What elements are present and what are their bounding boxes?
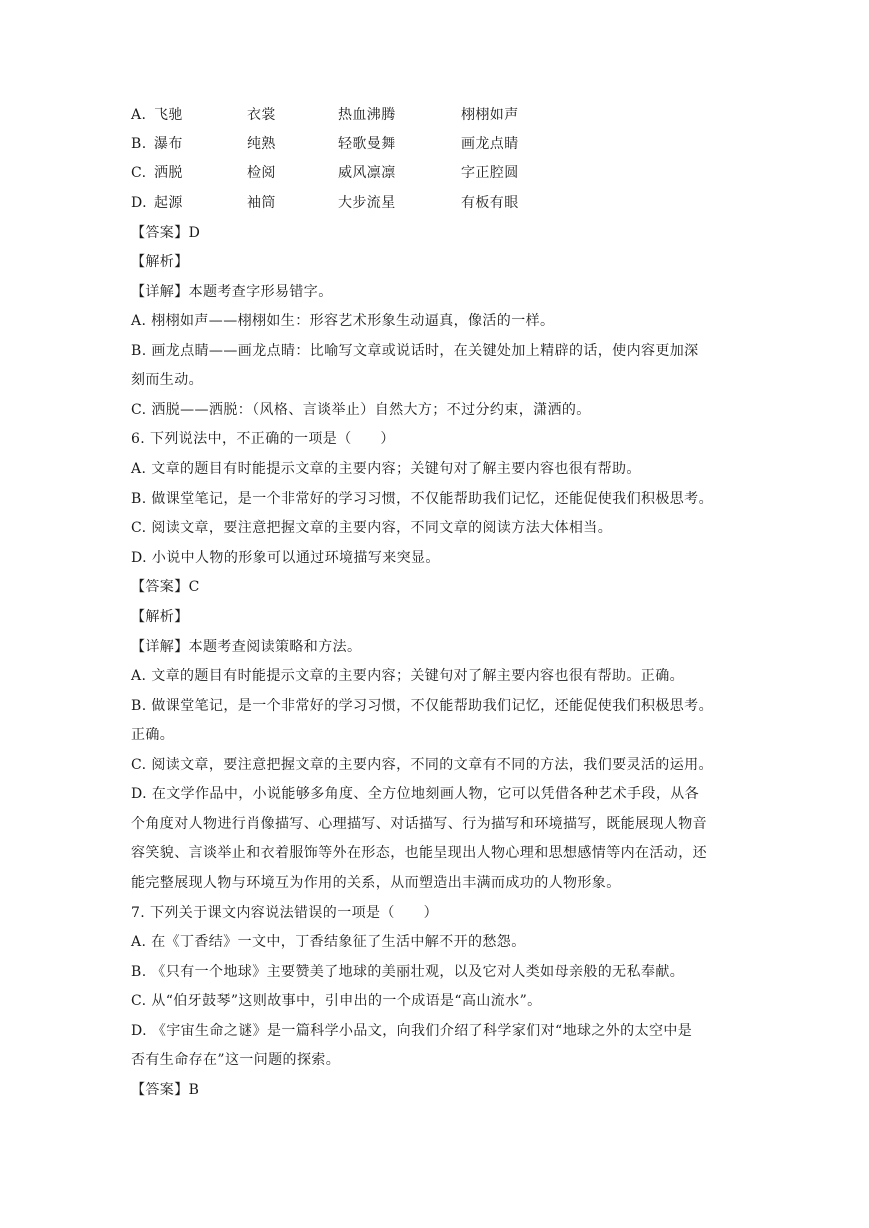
choice-word: 画龙点睛 (461, 136, 519, 152)
choice-word: 有板有眼 (461, 195, 519, 211)
question-option: C. 从“伯牙鼓琴”这则故事中，引申出的一个成语是“高山流水”。 (131, 993, 542, 1009)
choice-label: D. (131, 195, 147, 211)
explanation-line: C. 阅读文章，要注意把握文章的主要内容，不同的文章有不同的方法，我们要灵活的运用。 (131, 757, 713, 773)
choice-word: 威风凛凛 (338, 165, 396, 181)
choice-word: 起源 (154, 195, 183, 211)
choice-word: 栩栩如声 (461, 107, 519, 123)
question-option: C. 阅读文章，要注意把握文章的主要内容，不同文章的阅读方法大体相当。 (131, 520, 613, 536)
question-option: D. 《宇宙生命之谜》是一篇科学小品文，向我们介绍了科学家们对“地球之外的太空中是 (131, 1023, 693, 1039)
explanation-line: A. 栩栩如声——栩栩如生：形容艺术形象生动逼真，像活的一样。 (131, 313, 555, 329)
choice-word: 大步流星 (338, 195, 396, 211)
answer-line: 【答案】B (131, 1082, 200, 1098)
choice-word: 检阅 (247, 165, 276, 181)
choice-word: 飞驰 (154, 107, 183, 123)
choice-word: 字正腔圆 (461, 165, 519, 181)
answer-line: 【答案】C (131, 579, 200, 595)
choice-label: C. (131, 165, 147, 181)
question-option: 否有生命存在”这一问题的探索。 (131, 1052, 341, 1068)
choice-word: 热血沸腾 (338, 107, 396, 123)
explanation-line: 【详解】本题考查阅读策略和方法。 (131, 639, 362, 655)
question-7-stem: 7. 下列关于课文内容说法错误的一项是（ ） (131, 905, 439, 921)
question-option: A. 文章的题目有时能提示文章的主要内容；关键句对了解主要内容也很有帮助。 (131, 461, 641, 477)
explanation-line: C. 洒脱——洒脱：（风格、言谈举止）自然大方；不过分约束，潇洒的。 (131, 402, 591, 418)
choice-word: 衣裳 (247, 107, 276, 123)
question-option: B. 做课堂笔记，是一个非常好的学习习惯，不仅能帮助我们记忆，还能促使我们积极思考。 (131, 491, 713, 507)
explanation-line: 能完整展现人物与环境互为作用的关系，从而塑造出丰满而成功的人物形象。 (131, 875, 621, 891)
question-option: B. 《只有一个地球》主要赞美了地球的美丽壮观，以及它对人类如母亲般的无私奉献。 (131, 964, 685, 980)
choice-word: 洒脱 (154, 165, 183, 181)
analysis-heading: 【解析】 (131, 254, 189, 270)
answer-line: 【答案】D (131, 225, 201, 241)
choice-word: 袖筒 (247, 195, 276, 211)
choice-word: 纯熟 (247, 136, 276, 152)
question-6-stem: 6. 下列说法中，不正确的一项是（ ） (131, 431, 395, 447)
question-option: A. 在《丁香结》一文中，丁香结象征了生活中解不开的愁怨。 (131, 934, 526, 950)
analysis-heading: 【解析】 (131, 609, 189, 625)
choice-word: 轻歌曼舞 (338, 136, 396, 152)
question-option: D. 小说中人物的形象可以通过环境描写来突显。 (131, 550, 440, 566)
explanation-line: 刻而生动。 (131, 372, 203, 388)
explanation-line: A. 文章的题目有时能提示文章的主要内容；关键句对了解主要内容也很有帮助。正确。 (131, 668, 685, 684)
explanation-line: B. 做课堂笔记，是一个非常好的学习习惯，不仅能帮助我们记忆，还能促使我们积极思考。 (131, 698, 713, 714)
explanation-line: 容笑貌、言谈举止和衣着服饰等外在形态，也能呈现出人物心理和思想感情等内在活动，还 (131, 845, 707, 861)
explanation-line: D. 在文学作品中，小说能够多角度、全方位地刻画人物，它可以凭借各种艺术手段，从各 (131, 786, 700, 802)
explanation-line: 个角度对人物进行肖像描写、心理描写、对话描写、行为描写和环境描写，既能展现人物音 (131, 816, 707, 832)
choice-label: B. (131, 136, 147, 152)
explanation-line: 【详解】本题考查字形易错字。 (131, 284, 333, 300)
choice-word: 瀑布 (154, 136, 183, 152)
choice-label: A. (131, 107, 147, 123)
explanation-line: 正确。 (131, 727, 175, 743)
explanation-line: B. 画龙点睛——画龙点睛：比喻写文章或说话时，在关键处加上精辟的话，使内容更加深 (131, 343, 699, 359)
